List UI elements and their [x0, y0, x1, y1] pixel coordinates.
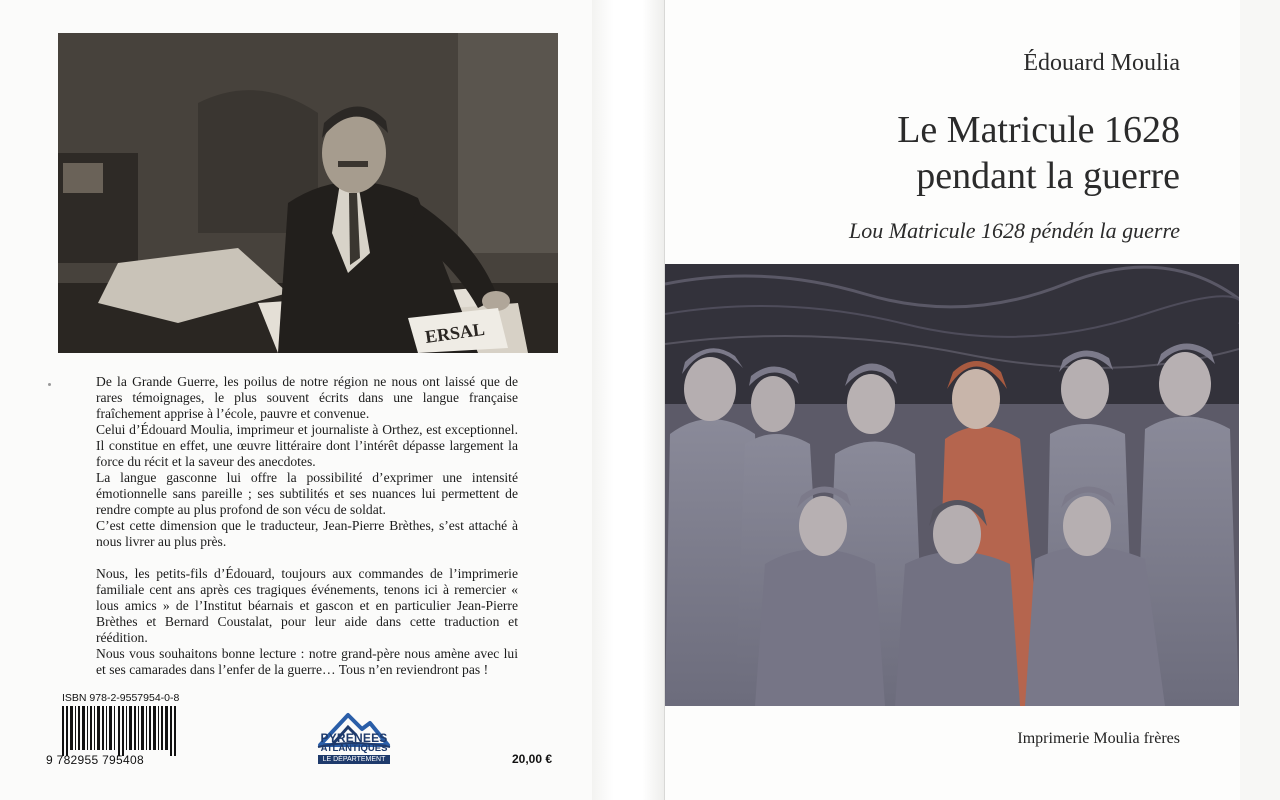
front-row — [755, 486, 1165, 706]
publisher-name: Imprimerie Moulia frères — [1017, 730, 1180, 747]
bullet-dot — [48, 383, 51, 386]
blurb-paragraph: Nous, les petits-fils d’Édouard, toujours aux commandes de l’imprimerie familiale cent ans après ces tragiques événements, tenons ici à remercier « lous amics » de l’Institut béarnais et gascon et en particulier Jean-Pierre Brèthes et Bernard Coustalat, pour leur aide dans cette traduction et réédition. — [96, 566, 518, 645]
soldiers-group-photo — [665, 264, 1239, 706]
newspaper-caption: ERSAL — [423, 318, 487, 347]
price: 20,00 € — [512, 752, 553, 766]
isbn-label: ISBN 978-2-9557954-0-8 — [62, 692, 180, 704]
blurb-paragraph: La langue gasconne lui offre la possibilité d’exprimer une intensité émotionnelle sans pareille ; ses subtilités et ses nuances lui permettent de rendre compte au plus profond de son vécu de soldat. — [96, 470, 518, 517]
logo-text-atlantiques: ATLANTIQUES — [320, 743, 388, 754]
book-title-line: pendant la guerre — [916, 155, 1180, 197]
barcode-digits: 9 782955 795408 — [46, 753, 144, 767]
book-subtitle: Lou Matricule 1628 péndén la guerre — [849, 218, 1180, 243]
blurb-paragraph: Nous vous souhaitons bonne lecture : notre grand-père nous amène avec lui et ses camarades dans l’enfer de la guerre… Tous n’en reviendront pas ! — [96, 646, 518, 677]
book-title-line: Le Matricule 1628 — [897, 109, 1180, 151]
blurb-paragraph: De la Grande Guerre, les poilus de notre région ne nous ont laissé que de rares témoignages, le plus souvent écrits dans une langue française fraîchement apprise à l’école, pauvre et convenue. — [96, 374, 518, 421]
author-name: Édouard Moulia — [1023, 50, 1180, 76]
logo-text-pyrenees: PYRENEES — [320, 731, 388, 745]
right-margin — [1240, 0, 1280, 800]
book-title — [897, 107, 1180, 199]
spine-edge — [592, 0, 664, 800]
author-portrait-photo — [58, 33, 558, 353]
blurb-paragraph: Celui d’Édouard Moulia, imprimeur et journaliste à Orthez, est exceptionnel. Il constitue en effet, une œuvre littéraire dont l’intérêt dépasse largement la force du récit et la saveur des anecdotes. — [96, 422, 518, 469]
logo-text-departement: LE DÉPARTEMENT — [318, 755, 390, 764]
back-cover-blurb — [96, 374, 518, 678]
barcode — [62, 706, 178, 756]
blurb-paragraph: C’est cette dimension que le traducteur, Jean-Pierre Brèthes, s’est attaché à nous livrer au plus près. — [96, 518, 518, 549]
